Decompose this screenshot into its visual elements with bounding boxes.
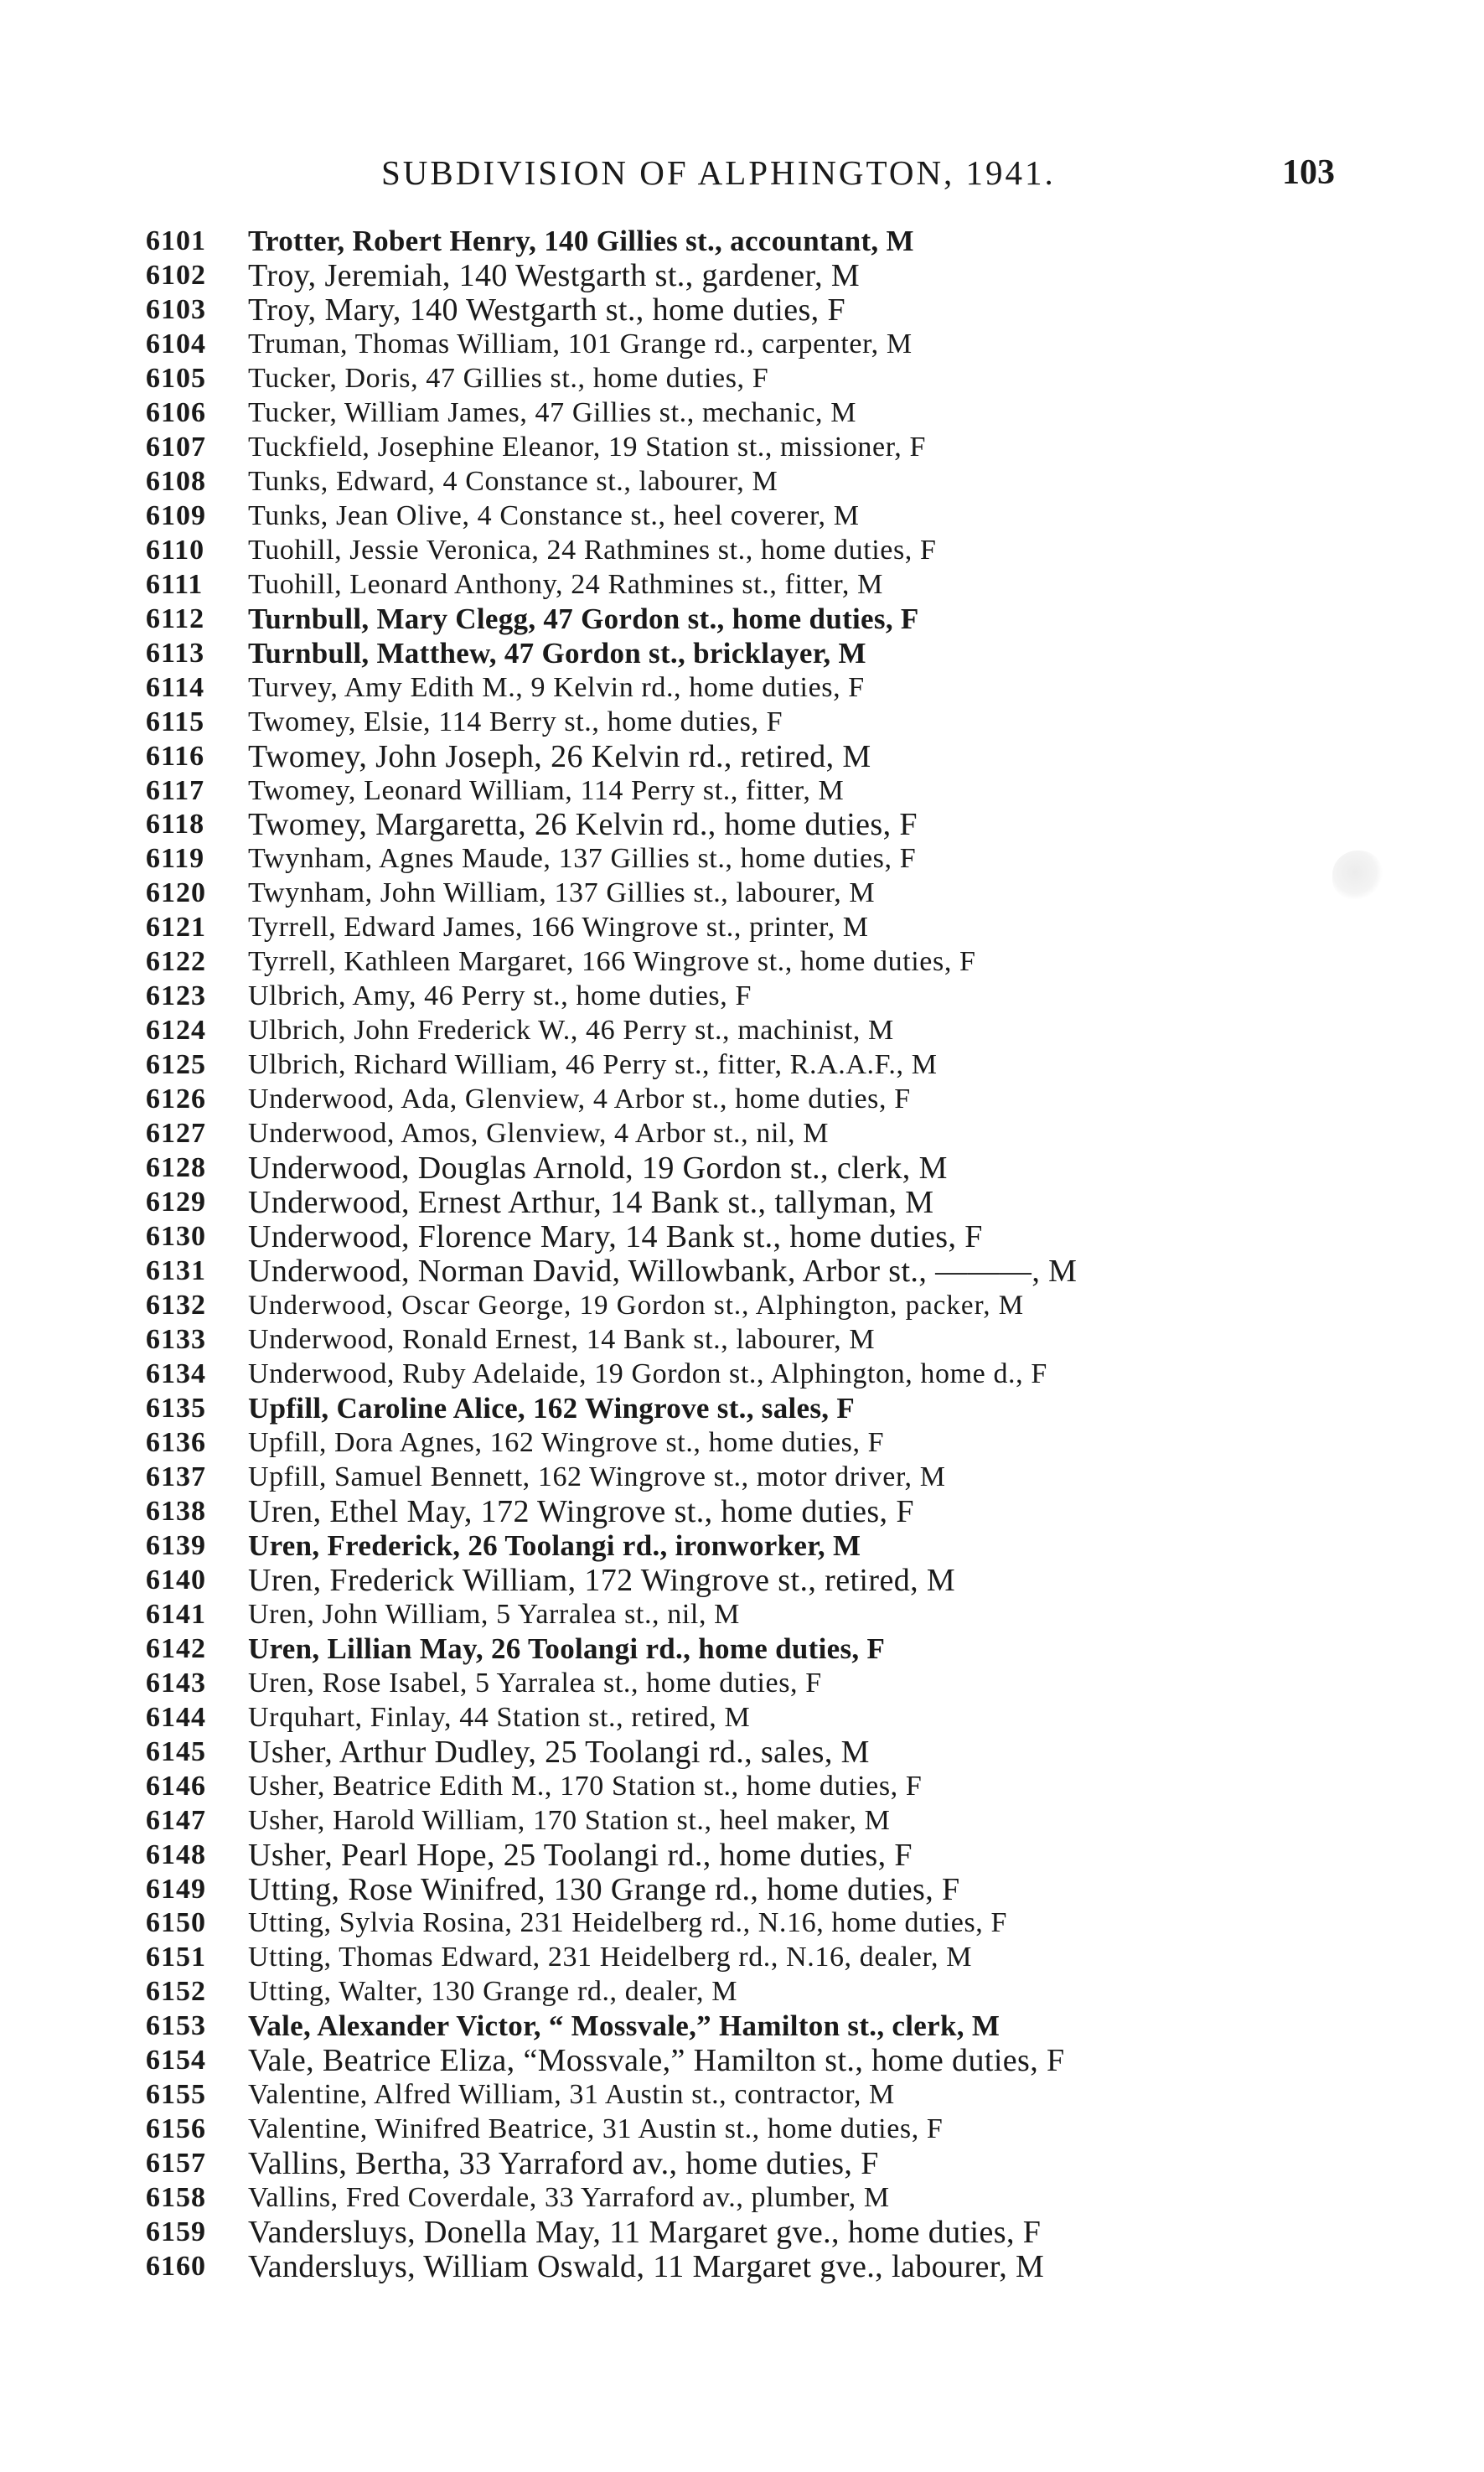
entry-text: Underwood, Norman David, Willowbank, Arbor st., ———, M: [248, 1254, 1078, 1290]
entry-number: 6153: [146, 2010, 206, 2042]
list-item: [0, 1048, 1484, 1083]
entry-text: Turnbull, Mary Clegg, 47 Gordon st., home duties, F: [248, 602, 919, 635]
entry-number: 6141: [146, 1598, 206, 1630]
entry-number: 6154: [146, 2045, 206, 2076]
entry-text: Twomey, Leonard William, 114 Perry st., fitter, M: [248, 774, 845, 806]
list-item: [0, 1804, 1484, 1838]
entry-text: Upfill, Dora Agnes, 162 Wingrove st., home duties, F: [248, 1426, 885, 1458]
list-item: [0, 1186, 1484, 1220]
entry-text: Troy, Jeremiah, 140 Westgarth st., gardener, M: [248, 257, 861, 293]
entry-number: 6120: [146, 877, 206, 909]
list-item: [0, 2147, 1484, 2181]
entry-number: 6143: [146, 1667, 206, 1699]
entry-number: 6138: [146, 1495, 206, 1527]
list-item: [0, 396, 1484, 431]
entry-text: Underwood, Ruby Adelaide, 19 Gordon st., Alphington, home d., F: [248, 1358, 1047, 1389]
list-item: [0, 1461, 1484, 1495]
entry-text: Underwood, Douglas Arnold, 19 Gordon st., clerk, M: [248, 1151, 948, 1187]
entry-text: Usher, Pearl Hope, 25 Toolangi rd., home duties, F: [248, 1837, 913, 1873]
list-item: [0, 1735, 1484, 1770]
list-item: [0, 1495, 1484, 1529]
entry-text: Vallins, Fred Coverdale, 33 Yarraford av., plumber, M: [248, 2182, 890, 2214]
entry-number: 6145: [146, 1735, 206, 1767]
entry-number: 6131: [146, 1255, 206, 1287]
list-item: [0, 431, 1484, 465]
entry-number: 6133: [146, 1324, 206, 1355]
entry-number: 6160: [146, 2251, 206, 2283]
list-item: [0, 2216, 1484, 2250]
list-item: [0, 637, 1484, 671]
entry-number: 6146: [146, 1770, 206, 1802]
list-item: [0, 328, 1484, 362]
entry-text: Twomey, Margaretta, 26 Kelvin rd., home duties, F: [248, 807, 918, 843]
list-item: [0, 1392, 1484, 1426]
list-item: [0, 465, 1484, 499]
entry-number: 6150: [146, 1907, 206, 1939]
list-item: [0, 1975, 1484, 2009]
entry-text: Trotter, Robert Henry, 140 Gillies st., accountant, M: [248, 225, 914, 257]
entry-text: Vale, Alexander Victor, “ Mossvale,” Hamilton st., clerk, M: [248, 2009, 1001, 2043]
entry-number: 6114: [146, 671, 205, 703]
list-item: [0, 1838, 1484, 1873]
entry-text: Vale, Beatrice Eliza, “Mossvale,” Hamilton st., home duties, F: [248, 2043, 1065, 2079]
entry-number: 6110: [146, 534, 205, 566]
entry-text: Tuohill, Jessie Veronica, 24 Rathmines st., home duties, F: [248, 534, 937, 566]
entry-text: Twomey, John Joseph, 26 Kelvin rd., retired, M: [248, 738, 871, 774]
entry-text: Uren, Rose Isabel, 5 Yarralea st., home duties, F: [248, 1667, 822, 1699]
entry-text: Utting, Sylvia Rosina, 231 Heidelberg rd., N.16, home duties, F: [248, 1907, 1007, 1939]
entry-number: 6124: [146, 1015, 206, 1047]
entry-number: 6118: [146, 809, 205, 840]
entry-number: 6134: [146, 1358, 206, 1389]
page-number: 103: [1282, 153, 1335, 192]
entry-number: 6136: [146, 1426, 206, 1458]
entry-text: Turnbull, Matthew, 47 Gordon st., bricklayer, M: [248, 636, 866, 670]
entry-number: 6116: [146, 740, 205, 772]
list-item: [0, 1254, 1484, 1289]
entry-text: Uren, Frederick, 26 Toolangi rd., ironworker, M: [248, 1528, 861, 1562]
entry-text: Upfill, Caroline Alice, 162 Wingrove st., sales, F: [248, 1391, 856, 1425]
page-title: SUBDIVISION OF ALPHINGTON, 1941.: [381, 153, 1056, 192]
list-item: [0, 1151, 1484, 1186]
list-item: [0, 1598, 1484, 1632]
entry-text: Valentine, Winifred Beatrice, 31 Austin st., home duties, F: [248, 2113, 944, 2145]
entry-number: 6132: [146, 1290, 206, 1321]
list-item: [0, 671, 1484, 706]
entry-text: Uren, John William, 5 Yarralea st., nil, M: [248, 1598, 740, 1630]
entry-text: Utting, Thomas Edward, 231 Heidelberg rd., N.16, dealer, M: [248, 1942, 973, 1973]
list-item: [0, 2078, 1484, 2113]
entry-number: 6119: [146, 843, 205, 875]
entry-number: 6109: [146, 499, 206, 531]
list-item: [0, 1632, 1484, 1667]
list-item: [0, 1083, 1484, 1117]
list-item: [0, 2044, 1484, 2078]
list-item: [0, 568, 1484, 602]
list-item: [0, 1117, 1484, 1151]
entry-text: Upfill, Samuel Bennett, 162 Wingrove st., motor driver, M: [248, 1461, 946, 1492]
entry-text: Utting, Rose Winifred, 130 Grange rd., home duties, F: [248, 1871, 960, 1907]
list-item: [0, 877, 1484, 911]
entry-text: Uren, Frederick William, 172 Wingrove st., retired, M: [248, 1562, 956, 1598]
entry-number: 6129: [146, 1187, 206, 1218]
entry-number: 6155: [146, 2079, 206, 2111]
entry-number: 6125: [146, 1049, 206, 1081]
list-item: [0, 774, 1484, 809]
list-item: [0, 1014, 1484, 1048]
entry-number: 6121: [146, 912, 206, 944]
entry-text: Ulbrich, Amy, 46 Perry st., home duties, F: [248, 980, 752, 1012]
list-item: [0, 1220, 1484, 1254]
list-item: [0, 2009, 1484, 2044]
entry-text: Underwood, Ernest Arthur, 14 Bank st., tallyman, M: [248, 1185, 934, 1221]
entry-number: 6156: [146, 2113, 206, 2145]
list-item: [0, 808, 1484, 842]
list-item: [0, 2113, 1484, 2147]
list-item: [0, 1873, 1484, 1907]
entry-text: Tunks, Edward, 4 Constance st., labourer, M: [248, 465, 778, 497]
entry-text: Usher, Beatrice Edith M., 170 Station st., home duties, F: [248, 1770, 923, 1802]
list-item: [0, 911, 1484, 945]
entry-text: Ulbrich, Richard William, 46 Perry st., fitter, R.A.A.F., M: [248, 1049, 938, 1081]
entry-number: 6157: [146, 2148, 206, 2180]
entry-text: Urquhart, Finlay, 44 Station st., retired, M: [248, 1701, 751, 1733]
entry-text: Tyrrell, Kathleen Margaret, 166 Wingrove st., home duties, F: [248, 946, 976, 978]
list-item: [0, 499, 1484, 534]
entry-text: Turvey, Amy Edith M., 9 Kelvin rd., home duties, F: [248, 671, 865, 703]
entry-number: 6135: [146, 1392, 206, 1424]
entry-text: Tucker, William James, 47 Gillies st., mechanic, M: [248, 396, 857, 428]
entry-text: Uren, Lillian May, 26 Toolangi rd., home duties, F: [248, 1632, 886, 1665]
entry-text: Tucker, Doris, 47 Gillies st., home duties, F: [248, 362, 769, 394]
entry-text: Uren, Ethel May, 172 Wingrove st., home duties, F: [248, 1493, 914, 1529]
list-item: [0, 740, 1484, 774]
entry-number: 6117: [146, 774, 205, 806]
entry-number: 6130: [146, 1221, 206, 1253]
entry-number: 6126: [146, 1083, 206, 1115]
list-item: [0, 225, 1484, 259]
entry-text: Underwood, Ronald Ernest, 14 Bank st., labourer, M: [248, 1324, 876, 1355]
entry-text: Twynham, John William, 137 Gillies st., labourer, M: [248, 877, 876, 909]
entry-text: Twynham, Agnes Maude, 137 Gillies st., home duties, F: [248, 843, 917, 875]
entry-text: Vandersluys, William Oswald, 11 Margaret gve., labourer, M: [248, 2249, 1045, 2285]
entry-number: 6140: [146, 1564, 206, 1595]
entry-number: 6128: [146, 1152, 206, 1184]
list-item: [0, 2181, 1484, 2216]
entry-number: 6127: [146, 1118, 206, 1150]
entry-number: 6107: [146, 431, 206, 463]
page-header: [0, 147, 1484, 198]
list-item: [0, 602, 1484, 637]
entry-text: Tuckfield, Josephine Eleanor, 19 Station st., missioner, F: [248, 431, 926, 463]
entry-number: 6106: [146, 396, 206, 428]
list-item: [0, 1701, 1484, 1735]
entry-number: 6101: [146, 225, 206, 256]
list-item: [0, 980, 1484, 1014]
entry-number: 6139: [146, 1529, 206, 1561]
list-item: [0, 1358, 1484, 1392]
entry-text: Truman, Thomas William, 101 Grange rd., carpenter, M: [248, 328, 913, 359]
entry-text: Tyrrell, Edward James, 166 Wingrove st., printer, M: [248, 912, 869, 944]
entry-number: 6103: [146, 293, 206, 325]
entry-number: 6123: [146, 980, 206, 1012]
list-item: [0, 1323, 1484, 1358]
entry-number: 6149: [146, 1873, 206, 1905]
entry-number: 6142: [146, 1632, 206, 1664]
entry-number: 6151: [146, 1942, 206, 1973]
entry-number: 6105: [146, 362, 206, 394]
list-item: [0, 2250, 1484, 2284]
entry-number: 6108: [146, 465, 206, 497]
entry-text: Underwood, Oscar George, 19 Gordon st., Alphington, packer, M: [248, 1290, 1025, 1321]
entry-number: 6148: [146, 1838, 206, 1870]
entry-text: Tunks, Jean Olive, 4 Constance st., heel coverer, M: [248, 499, 860, 531]
entry-number: 6112: [146, 602, 205, 634]
entry-number: 6137: [146, 1461, 206, 1492]
entry-text: Usher, Harold William, 170 Station st., heel maker, M: [248, 1804, 891, 1836]
list-item: [0, 1941, 1484, 1975]
entry-text: Underwood, Florence Mary, 14 Bank st., home duties, F: [248, 1219, 983, 1255]
list-item: [0, 945, 1484, 980]
entry-text: Vallins, Bertha, 33 Yarraford av., home duties, F: [248, 2146, 879, 2182]
entry-number: 6147: [146, 1804, 206, 1836]
entry-text: Tuohill, Leonard Anthony, 24 Rathmines st., fitter, M: [248, 568, 883, 600]
entry-text: Twomey, Elsie, 114 Berry st., home duties, F: [248, 706, 783, 737]
list-item: [0, 1667, 1484, 1701]
list-item: [0, 842, 1484, 877]
entry-text: Underwood, Ada, Glenview, 4 Arbor st., home duties, F: [248, 1083, 911, 1115]
entry-number: 6104: [146, 328, 206, 359]
list-item: [0, 1564, 1484, 1598]
list-item: [0, 1906, 1484, 1941]
list-item: [0, 362, 1484, 396]
entry-number: 6113: [146, 637, 205, 669]
entry-number: 6111: [146, 568, 204, 600]
entry-text: Vandersluys, Donella May, 11 Margaret gve., home duties, F: [248, 2215, 1042, 2251]
entry-number: 6144: [146, 1701, 206, 1733]
list-item: [0, 1426, 1484, 1461]
entry-text: Underwood, Amos, Glenview, 4 Arbor st., nil, M: [248, 1118, 830, 1150]
entry-text: Usher, Arthur Dudley, 25 Toolangi rd., sales, M: [248, 1734, 870, 1770]
list-item: [0, 534, 1484, 568]
entry-number: 6159: [146, 2216, 206, 2248]
list-item: [0, 1770, 1484, 1804]
list-item: [0, 1289, 1484, 1323]
entry-number: 6122: [146, 946, 206, 978]
entry-text: Troy, Mary, 140 Westgarth st., home duties, F: [248, 292, 846, 328]
list-item: [0, 259, 1484, 293]
entry-number: 6158: [146, 2182, 206, 2214]
list-item: [0, 293, 1484, 328]
entry-text: Valentine, Alfred William, 31 Austin st., contractor, M: [248, 2079, 895, 2111]
list-item: [0, 1529, 1484, 1564]
entry-text: Ulbrich, John Frederick W., 46 Perry st., machinist, M: [248, 1015, 894, 1047]
list-item: [0, 706, 1484, 740]
entry-number: 6102: [146, 259, 206, 291]
entry-text: Utting, Walter, 130 Grange rd., dealer, M: [248, 1976, 738, 2008]
entry-number: 6115: [146, 706, 205, 737]
paper-smudge: [1332, 851, 1383, 899]
entry-list: [0, 225, 1484, 2284]
entry-number: 6152: [146, 1976, 206, 2008]
